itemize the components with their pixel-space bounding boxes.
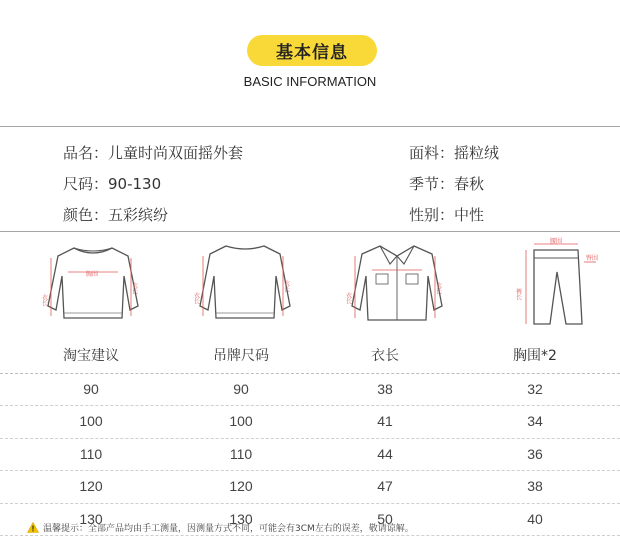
info-gender-value: 中性	[454, 206, 485, 224]
warning-icon	[27, 522, 39, 533]
table-cell: 50	[377, 510, 393, 527]
info-gender	[409, 204, 484, 225]
length-label-left: 衣长	[344, 292, 352, 304]
table-cell: 34	[527, 413, 543, 429]
table-cell: 90	[233, 380, 249, 397]
info-season	[409, 173, 484, 194]
table-header-cell: 吊牌尺码	[213, 348, 269, 364]
sweater-back-diagram	[190, 236, 300, 336]
length-label-left: 衣长	[40, 294, 48, 306]
length-label-right: 衣长	[130, 282, 138, 294]
info-fabric-label: 面料：	[409, 144, 455, 162]
pants-length-label: 裤长	[514, 288, 522, 300]
info-color-label: 颜色：	[63, 206, 109, 224]
pants-icon	[504, 236, 614, 336]
table-cell: 110	[79, 445, 103, 462]
length-label-left: 衣长	[192, 292, 200, 304]
sweater-back-icon	[190, 236, 300, 336]
section-title-badge	[247, 35, 377, 66]
info-size-value: 90-130	[108, 175, 162, 193]
info-gender-label: 性别：	[409, 206, 455, 224]
table-row	[0, 471, 620, 504]
info-color	[63, 204, 168, 225]
info-fabric-value: 摇粒绒	[454, 144, 500, 162]
shirt-icon	[342, 236, 452, 336]
table-cell: 130	[79, 510, 103, 527]
table-header-row	[0, 341, 620, 374]
table-cell: 44	[377, 445, 393, 462]
table-cell: 32	[527, 380, 543, 397]
size-table	[0, 341, 620, 536]
info-name-label: 品名：	[63, 144, 109, 162]
table-cell: 41	[377, 413, 393, 429]
sweater-front-icon	[38, 236, 148, 336]
info-name-value: 儿童时尚双面摇外套	[108, 144, 244, 162]
table-cell: 130	[229, 510, 253, 527]
table-cell: 36	[527, 445, 543, 462]
length-label-right: 衣长	[282, 280, 290, 292]
divider-middle	[0, 231, 620, 232]
table-cell: 90	[83, 380, 99, 397]
sweater-front-diagram	[38, 236, 148, 336]
table-cell: 120	[229, 478, 253, 494]
table-cell: 110	[229, 445, 253, 462]
hip-label: 臀围	[586, 255, 599, 262]
length-label-right: 衣长	[434, 282, 442, 294]
info-fabric	[409, 142, 499, 163]
shirt-diagram	[342, 236, 452, 336]
table-cell: 100	[229, 413, 253, 429]
table-row	[0, 439, 620, 472]
chest-label: 胸围	[86, 271, 99, 278]
info-name	[63, 142, 243, 163]
measurement-diagrams	[0, 236, 620, 336]
table-header-cell: 淘宝建议	[63, 348, 119, 364]
info-size	[63, 173, 161, 194]
table-cell: 38	[527, 478, 543, 494]
table-header-cell: 胸围*2	[513, 348, 557, 364]
waist-label: 腰围	[550, 238, 563, 245]
table-cell: 120	[79, 478, 103, 494]
info-season-value: 春秋	[454, 175, 485, 193]
table-cell: 38	[377, 380, 393, 397]
info-season-label: 季节：	[409, 175, 455, 193]
info-color-value: 五彩缤纷	[108, 206, 169, 224]
table-cell: 40	[527, 510, 543, 527]
table-cell: 47	[377, 478, 393, 494]
notice-text: 温馨提示：全部产品均由手工测量，因测量方式不同，可能会有3CM左右的误差，敬请谅解。	[43, 524, 414, 534]
pants-diagram	[504, 236, 614, 336]
table-header-cell: 衣长	[371, 348, 399, 364]
divider-top	[0, 126, 620, 127]
measurement-notice	[27, 521, 414, 534]
section-title: 基本信息	[276, 43, 348, 63]
table-row	[0, 406, 620, 439]
section-subtitle: BASIC INFORMATION	[243, 74, 377, 89]
info-size-label: 尺码：	[63, 175, 109, 193]
table-row	[0, 374, 620, 407]
table-cell: 100	[79, 413, 103, 429]
